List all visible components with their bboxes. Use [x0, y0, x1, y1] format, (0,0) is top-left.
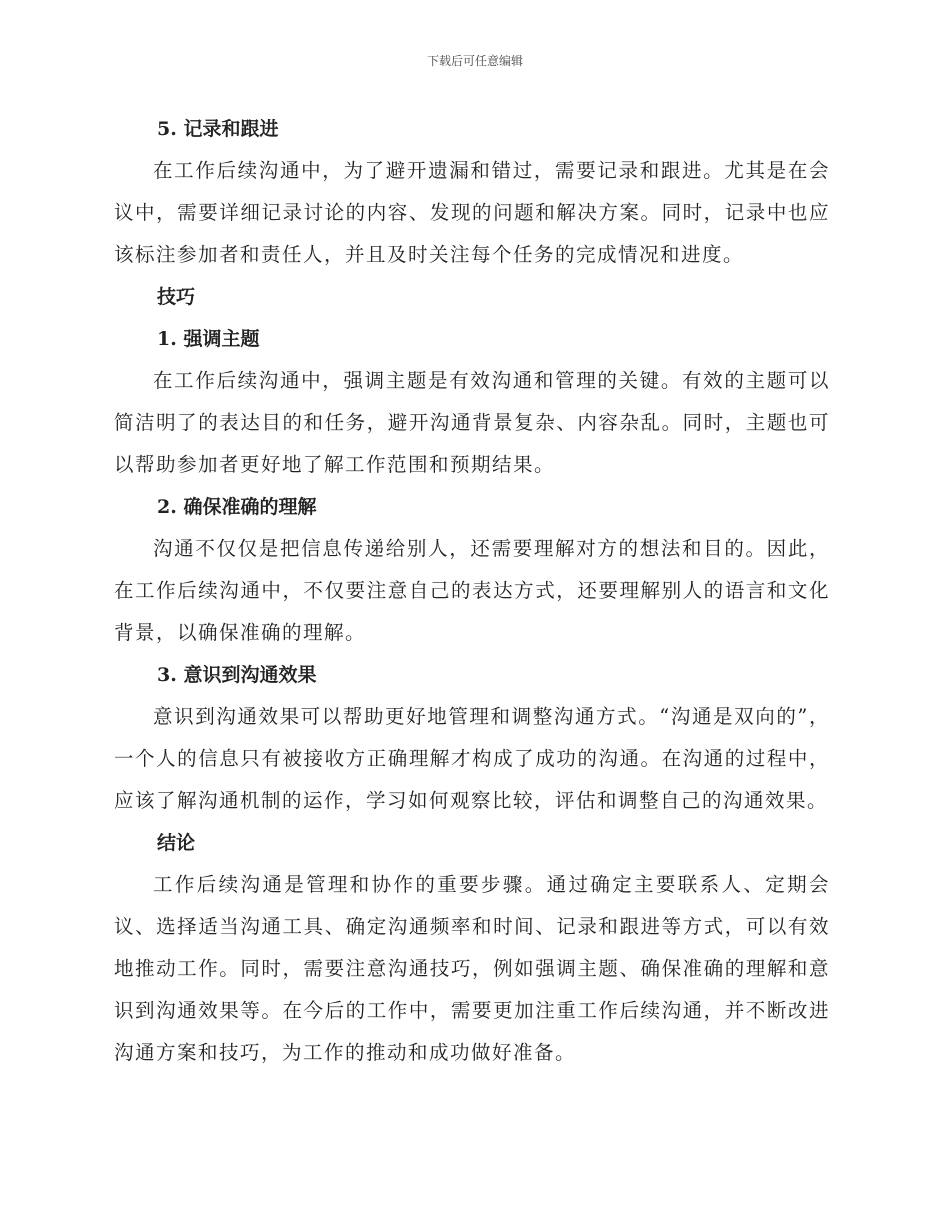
section-heading-conclusion: 结论	[157, 832, 196, 854]
page-header: 下载后可任意编辑	[426, 54, 523, 68]
paragraph-record-followup: 在工作后续沟通中，为了避开遗漏和错过，需要记录和跟进。尤其是在会议中，需要详细记录讨论的内容、发现的问题和解决方案。同时，记录中也应该标注参加者和责任人，并且及时关注每个任务的完成情况和进度。	[114, 159, 830, 266]
section-heading-communication-effect: 3. 意识到沟通效果	[157, 664, 317, 686]
section-heading-accurate-understanding: 2. 确保准确的理解	[157, 496, 317, 518]
paragraph-emphasize-topic: 在工作后续沟通中，强调主题是有效沟通和管理的关键。有效的主题可以简洁明了的表达目的和任务，避开沟通背景复杂、内容杂乱。同时，主题也可以帮助参加者更好地了解工作范围和预期结果。	[114, 369, 830, 476]
document-body	[114, 108, 830, 1074]
paragraph-conclusion: 工作后续沟通是管理和协作的重要步骤。通过确定主要联系人、定期会议、选择适当沟通工具、确定沟通频率和时间、记录和跟进等方式，可以有效地推动工作。同时，需要注意沟通技巧，例如强调主题、确保准确的理解和意识到沟通效果等。在今后的工作中，需要更加注重工作后续沟通，并不断改进沟通方案和技巧，为工作的推动和成功做好准备。	[114, 873, 830, 1064]
paragraph-accurate-understanding: 沟通不仅仅是把信息传递给别人，还需要理解对方的想法和目的。因此，在工作后续沟通中，不仅要注意自己的表达方式，还要理解别人的语言和文化背景，以确保准确的理解。	[114, 537, 830, 644]
section-heading-tips: 技巧	[157, 286, 196, 308]
paragraph-communication-effect: 意识到沟通效果可以帮助更好地管理和调整沟通方式。“沟通是双向的”，一个人的信息只有被接收方正确理解才构成了成功的沟通。在沟通的过程中，应该了解沟通机制的运作，学习如何观察比较，评估和调整自己的沟通效果。	[114, 705, 830, 812]
section-heading-emphasize-topic: 1. 强调主题	[157, 328, 260, 350]
section-heading-record-followup: 5. 记录和跟进	[157, 118, 279, 140]
